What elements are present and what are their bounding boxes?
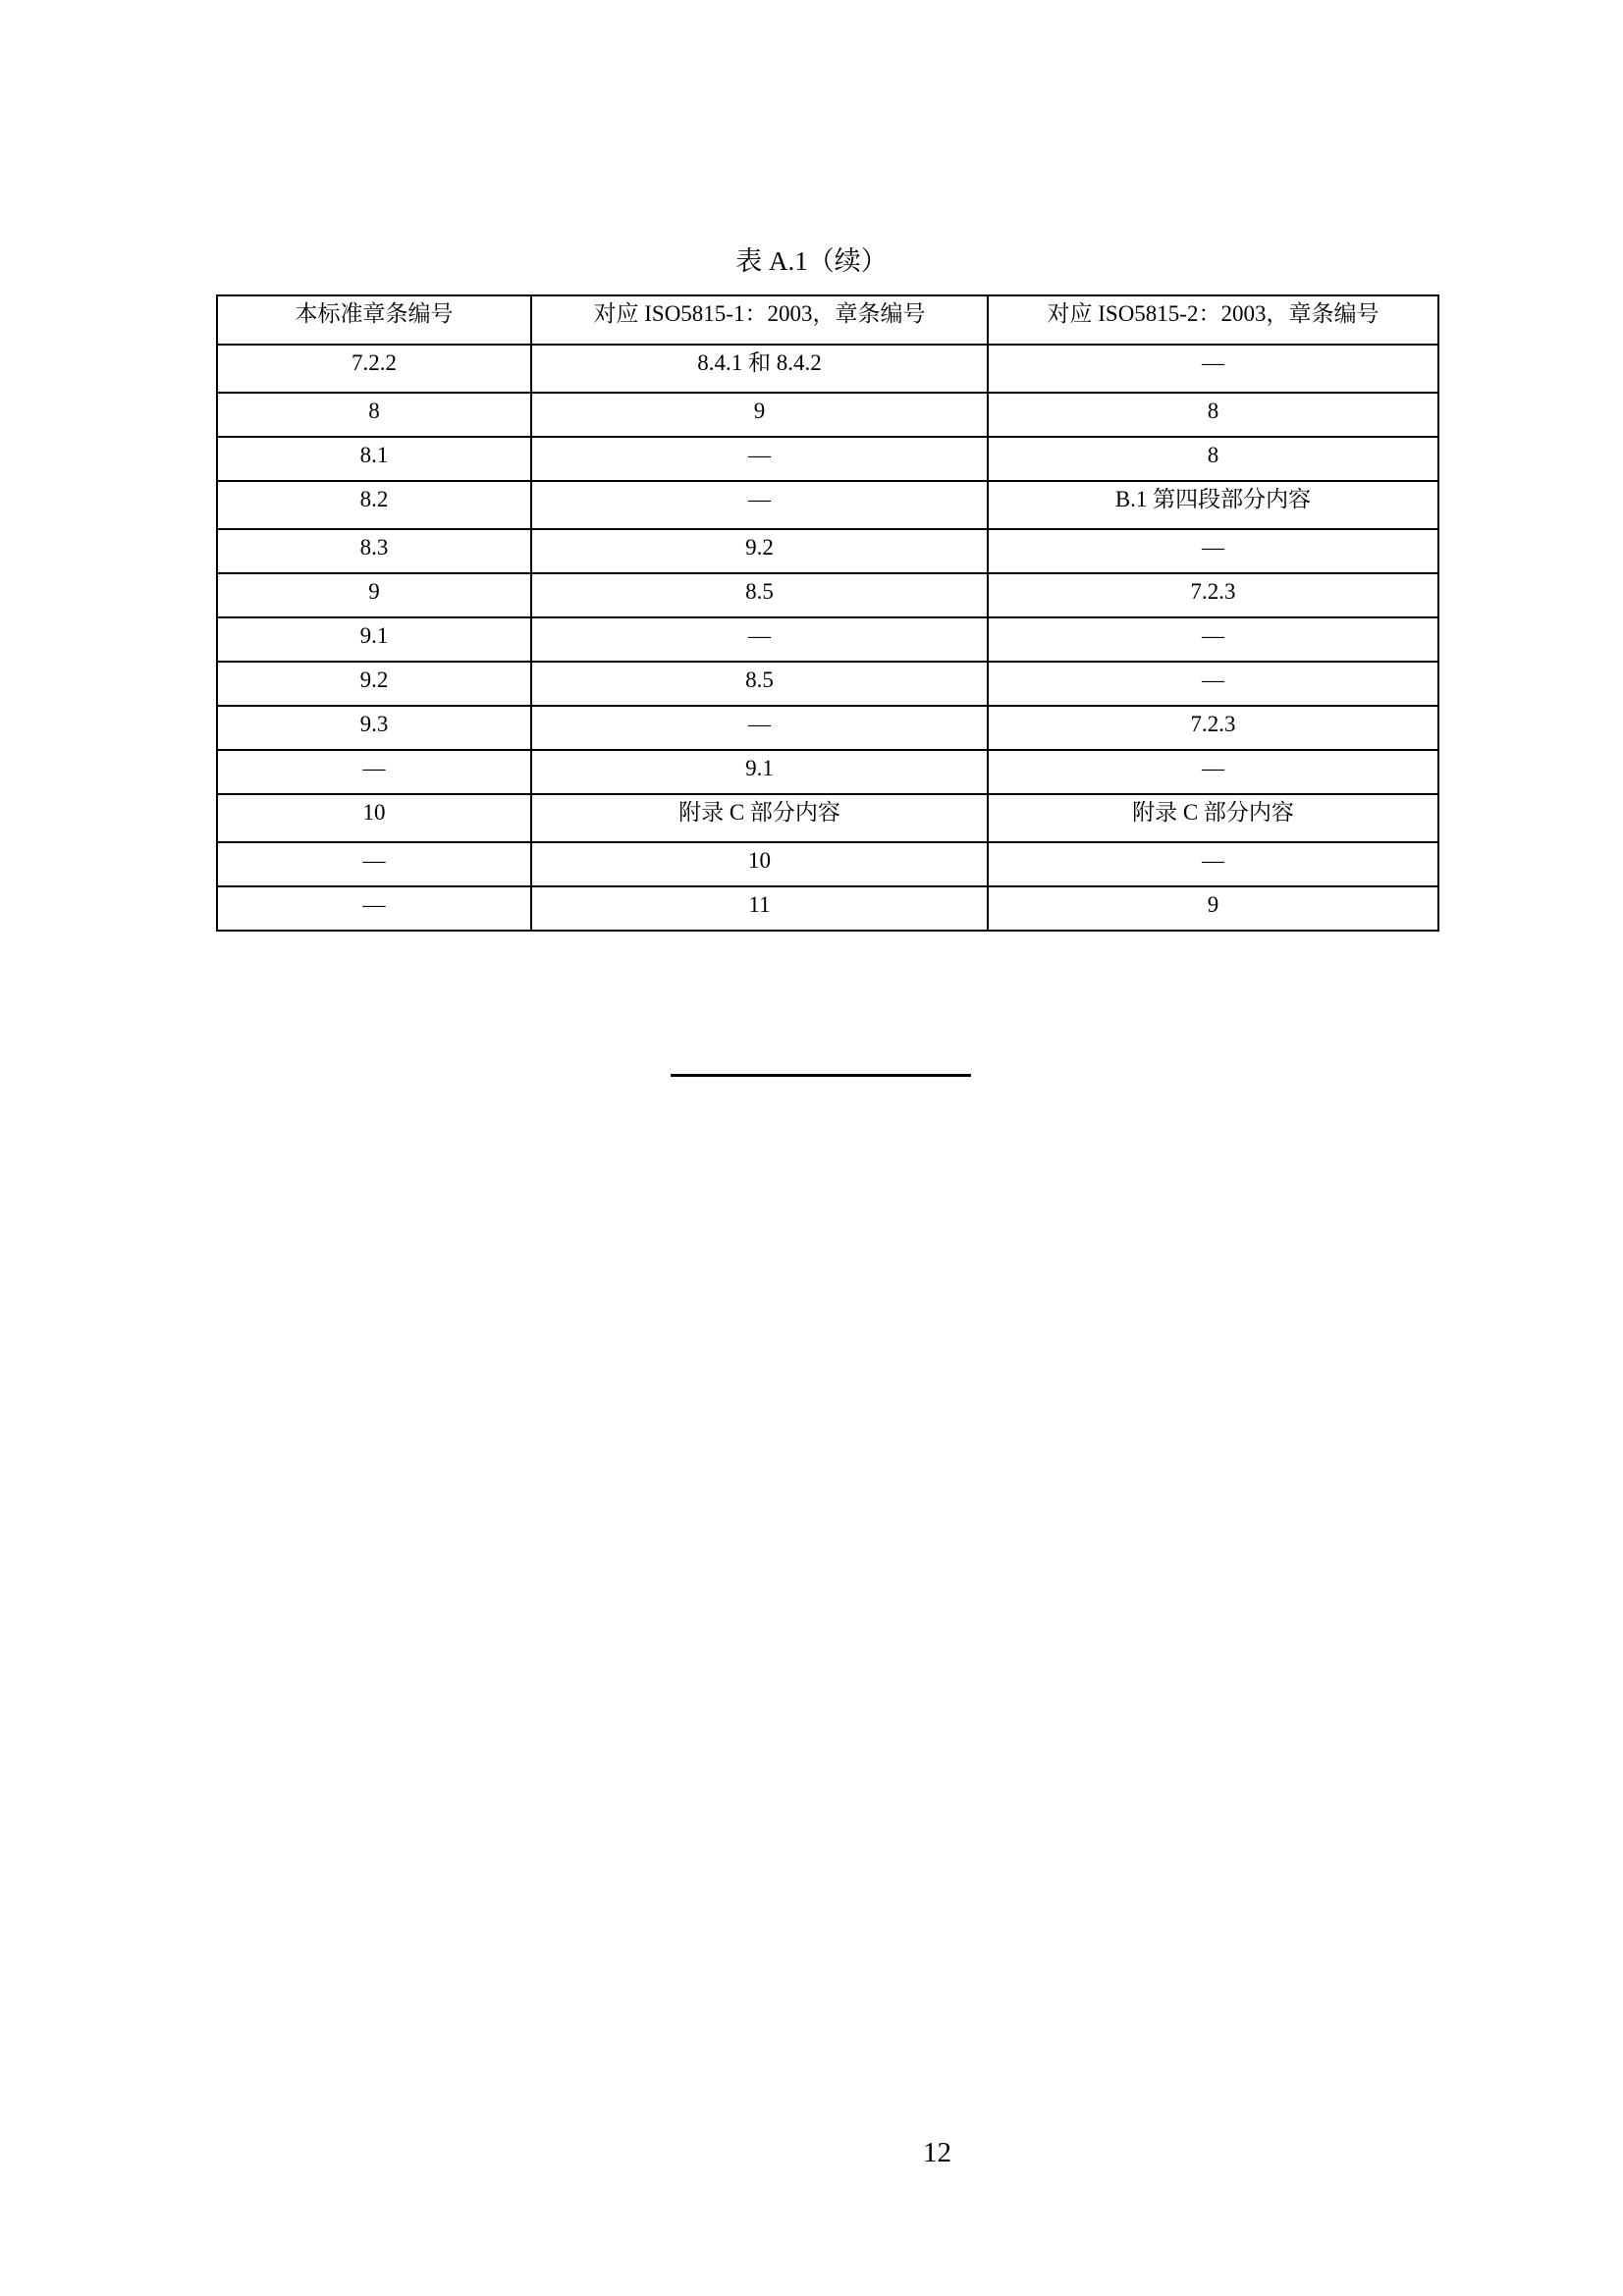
table-cell: 9.1 bbox=[531, 750, 988, 794]
end-of-document-rule bbox=[671, 1074, 971, 1077]
table-row bbox=[217, 794, 1438, 842]
table-cell: 10 bbox=[217, 794, 531, 842]
table-cell: — bbox=[531, 617, 988, 662]
table-cell: 附录 C 部分内容 bbox=[988, 794, 1438, 842]
table-cell: 8.2 bbox=[217, 481, 531, 529]
table-cell: 8 bbox=[988, 393, 1438, 437]
header-cell-standard-clause: 本标准章条编号 bbox=[217, 295, 531, 345]
table-cell: 10 bbox=[531, 842, 988, 886]
table-row bbox=[217, 886, 1438, 931]
table-row bbox=[217, 529, 1438, 573]
table-header-row bbox=[217, 295, 1438, 345]
clause-mapping-table bbox=[216, 294, 1439, 932]
table-cell: 7.2.2 bbox=[217, 345, 531, 393]
table-row bbox=[217, 842, 1438, 886]
table-row bbox=[217, 706, 1438, 750]
table-cell: — bbox=[531, 706, 988, 750]
table-row bbox=[217, 750, 1438, 794]
header-cell-iso5815-2-clause: 对应 ISO5815-2：2003，章条编号 bbox=[988, 295, 1438, 345]
table-cell: 8.5 bbox=[531, 573, 988, 617]
table-cell: 9.1 bbox=[217, 617, 531, 662]
table-cell: — bbox=[988, 750, 1438, 794]
table-row bbox=[217, 345, 1438, 393]
table-cell: B.1 第四段部分内容 bbox=[988, 481, 1438, 529]
table-cell: 11 bbox=[531, 886, 988, 931]
table-cell: 8.4.1 和 8.4.2 bbox=[531, 345, 988, 393]
table-cell: — bbox=[217, 886, 531, 931]
table-row bbox=[217, 437, 1438, 481]
table-cell: 9.2 bbox=[217, 662, 531, 706]
table-cell: — bbox=[217, 842, 531, 886]
table-cell: — bbox=[988, 662, 1438, 706]
table-cell: 8.1 bbox=[217, 437, 531, 481]
table-cell: 9.3 bbox=[217, 706, 531, 750]
table-cell: 7.2.3 bbox=[988, 573, 1438, 617]
table-row bbox=[217, 573, 1438, 617]
table-cell: 9 bbox=[217, 573, 531, 617]
page-number: 12 bbox=[923, 2137, 951, 2168]
table-cell: 8 bbox=[988, 437, 1438, 481]
table-cell: — bbox=[988, 842, 1438, 886]
table-cell: 8.5 bbox=[531, 662, 988, 706]
table-cell: 9 bbox=[531, 393, 988, 437]
table-cell: 8 bbox=[217, 393, 531, 437]
table-row bbox=[217, 617, 1438, 662]
table-cell: — bbox=[531, 481, 988, 529]
table-cell: 7.2.3 bbox=[988, 706, 1438, 750]
table-caption: 表 A.1（续） bbox=[735, 246, 888, 276]
table-cell: — bbox=[988, 617, 1438, 662]
table-row bbox=[217, 393, 1438, 437]
table-cell: 8.3 bbox=[217, 529, 531, 573]
table-row bbox=[217, 662, 1438, 706]
table-row bbox=[217, 481, 1438, 529]
table-cell: — bbox=[531, 437, 988, 481]
table-cell: 附录 C 部分内容 bbox=[531, 794, 988, 842]
table-cell: — bbox=[988, 345, 1438, 393]
table-cell: — bbox=[988, 529, 1438, 573]
table-cell: 9.2 bbox=[531, 529, 988, 573]
table-cell: 9 bbox=[988, 886, 1438, 931]
table-cell: — bbox=[217, 750, 531, 794]
header-cell-iso5815-1-clause: 对应 ISO5815-1：2003，章条编号 bbox=[531, 295, 988, 345]
